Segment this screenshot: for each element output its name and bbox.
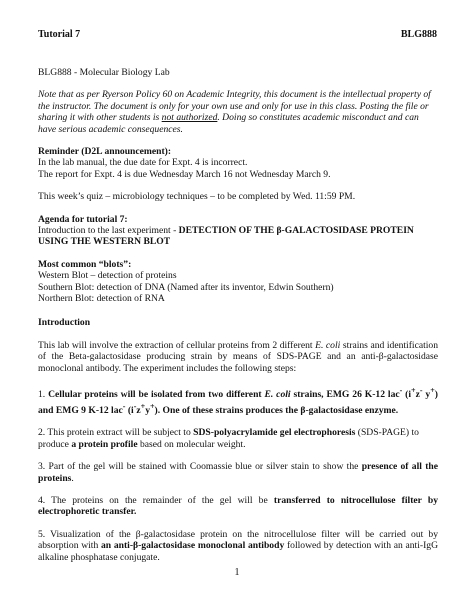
step-1-text-f: ) and EMG 9 K-12 lac: [38, 389, 438, 416]
notice-text-1: Note that as per Ryerson Policy 60 on Academic Integrity, this document is the intellectual property of the instructor. The document is only for your own use and only for use in this class. Posting the file or sharing it with other students is: [38, 89, 431, 124]
step-1-sup-2: +: [411, 386, 416, 396]
step-1-text-g: (i: [125, 404, 134, 416]
header-course-code: BLG888: [400, 29, 437, 40]
step-2-sds-page: SDS-polyacrylamide gel electrophoresis: [193, 427, 356, 439]
page-number: 1: [234, 567, 240, 578]
intro-ecoli: E. coli: [315, 339, 341, 351]
step-1-sup-8: +: [149, 401, 155, 411]
header-tutorial-label: Tutorial 7: [38, 29, 81, 40]
step-1-sup-3: -: [419, 386, 423, 396]
step-4-text-a: 4. The proteins on the remainder of the gel will be: [38, 494, 274, 506]
step-1-text-e: y: [422, 389, 431, 401]
step-1-text-c: (i: [402, 389, 412, 401]
step-3-text-b: .: [71, 472, 74, 484]
academic-integrity-notice: [38, 89, 438, 135]
step-1-text-i: y: [145, 404, 150, 416]
step-1-text-b: strains, EMG 26 K-12 lac: [290, 389, 400, 401]
step-1-text-h: z: [136, 404, 141, 416]
southern-blot-line: Southern Blot: detection of DNA (Named after its inventor, Edwin Southern): [38, 281, 334, 293]
step-1-sup-4: +: [430, 386, 435, 396]
agenda-intro: [38, 225, 438, 248]
step-1-sup-1: -: [399, 386, 403, 396]
step-1-text-a: Cellular proteins will be isolated from two different: [48, 389, 265, 401]
step-3-text-a: 3. Part of the gel will be stained with Coomassie blue or silver stain to show the: [38, 461, 362, 473]
step-1-sup-6: -: [133, 401, 137, 411]
step-1-sup-5: -: [122, 401, 126, 411]
step-3: [38, 461, 438, 484]
step-1-text-d: z: [415, 389, 420, 401]
reminder-line-1: In the lab manual, the due date for Expt. 4 is incorrect.: [38, 157, 248, 169]
step-1: [38, 385, 438, 416]
course-title: BLG888 - Molecular Biology Lab: [38, 67, 170, 78]
step-4-transfer: transferred to nitrocellulose filter by electrophoretic transfer.: [38, 494, 438, 518]
step-3-presence-proteins: presence of all the proteins: [38, 461, 438, 484]
step-1-ecoli: E. coli: [264, 389, 291, 401]
notice-underlined: not authorized: [161, 112, 218, 124]
step-1-text-j: ). One of these strains produces the β-galactosidase enzyme.: [154, 404, 399, 416]
step-1-number: 1.: [38, 389, 49, 401]
blots-heading: Most common “blots”:: [38, 258, 132, 270]
intro-text-2: strains and identification of the Beta-galactosidase producing strain by means of SDS-PAGE and an anti-β-galactosidase monoclonal antibody. The experiment includes the following steps:: [38, 339, 439, 374]
western-blot-line: Western Blot – detection of proteins: [38, 270, 177, 282]
reminder-heading: Reminder (D2L announcement):: [38, 146, 172, 158]
step-5-text-a: 5. Visualization of the β-galactosidase protein on the nitrocellulose filter will be carried out by absorption with: [38, 528, 438, 552]
reminder-line-2: The report for Expt. 4 is due Wednesday March 16 not Wednesday March 9.: [38, 168, 331, 180]
document-body: [38, 67, 438, 563]
step-5-text-b: followed by detection with an anti-IgG alkaline phosphatase conjugate.: [38, 540, 439, 563]
quiz-line: This week’s quiz – microbiology techniques – to be completed by Wed. 11:59 PM.: [38, 191, 356, 203]
agenda-heading: Agenda for tutorial 7:: [38, 213, 128, 225]
step-4: [38, 495, 438, 518]
step-2-text-b: (SDS-PAGE) to produce: [38, 427, 419, 450]
step-1-sup-7: +: [140, 401, 146, 411]
agenda-intro-text: Introduction to the last experiment -: [38, 225, 179, 237]
step-2-text-a: 2. This protein extract will be subject to: [38, 427, 194, 439]
introduction-heading: Introduction: [38, 316, 91, 328]
notice-text-2: . Doing so constitutes academic misconduct and can have serious academic consequences.: [38, 112, 419, 135]
step-5-antibody: an anti-β-galactosidase monoclonal antibody: [101, 540, 285, 552]
step-2: [38, 427, 438, 450]
northern-blot-line: Northern Blot: detection of RNA: [38, 293, 165, 305]
agenda-experiment-title: DETECTION OF THE β-GALACTOSIDASE PROTEIN USING THE WESTERN BLOT: [38, 225, 414, 248]
step-2-protein-profile: a protein profile: [71, 438, 138, 450]
step-2-text-c: based on molecular weight.: [137, 438, 246, 450]
step-5: [38, 529, 438, 563]
introduction-paragraph: [38, 340, 438, 374]
intro-text-1: This lab will involve the extraction of cellular proteins from 2 different: [38, 339, 316, 351]
